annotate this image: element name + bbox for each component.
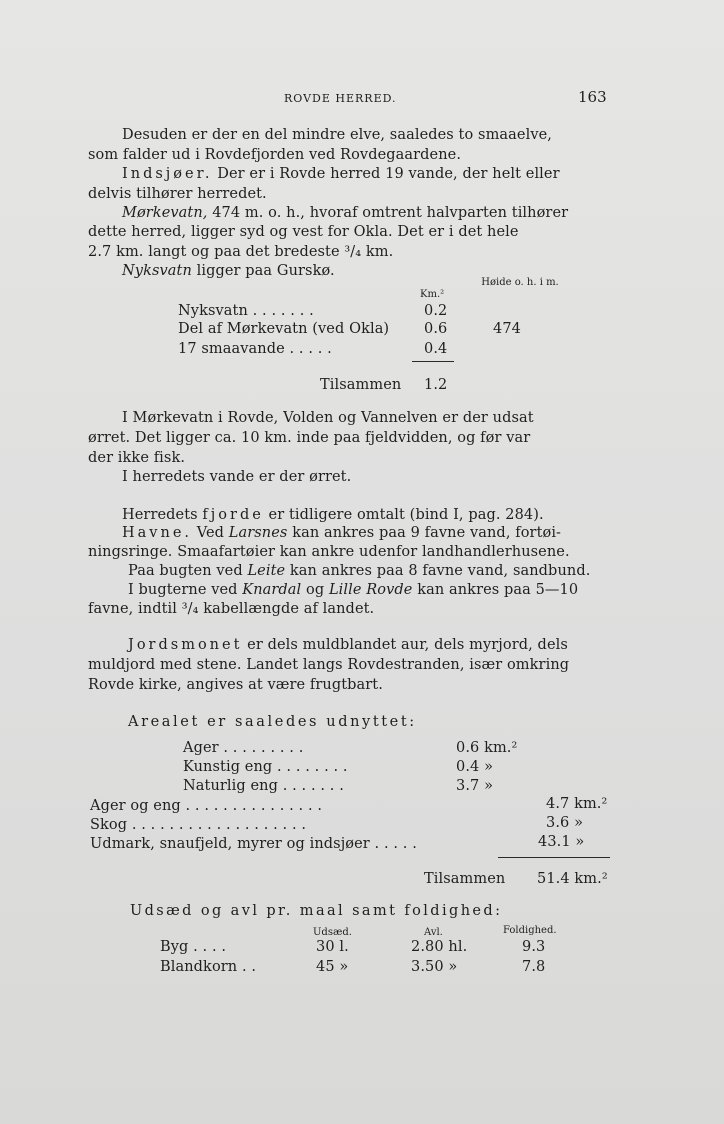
text-line: Herredets fjorde er tidligere omtalt (bind I, pag. 284). (122, 507, 544, 523)
text-line: Paa bugten ved Leite kan ankres paa 8 favne vand, sandbund. (128, 563, 591, 579)
section-label: Indsjøer. (122, 166, 213, 182)
place-name: Larsnes (228, 525, 288, 541)
section-label: fjorde (202, 507, 264, 523)
land-use-name: Skog . . . . . . . . . . . . . . . . . . . (90, 817, 307, 833)
text-line: som falder ud i Rovdefjorden ved Rovdegaardene. (88, 147, 462, 163)
text-line: favne, indtil ³/₄ kabellængde af landet. (88, 601, 375, 617)
lake-row-name: 17 smaavande . . . . . (178, 341, 332, 357)
lake-row-area: 0.4 (424, 341, 448, 357)
text-line: der ikke fisk. (88, 450, 186, 466)
text-line: delvis tilhører herredet. (88, 186, 267, 202)
lake-row-name: Nyksvatn . . . . . . . (178, 303, 314, 319)
text-line: I bugterne ved Knardal og Lille Rovde kan ankres paa 5—10 (128, 582, 579, 598)
lake-row-area: 0.2 (424, 303, 448, 319)
text-line: Jordsmonet er dels muldblandet aur, dels myrjord, dels (128, 637, 568, 653)
crop-name: Blandkorn . . (160, 959, 257, 975)
total-label: Tilsammen (424, 871, 506, 887)
place-name: Knardal (242, 582, 302, 598)
section-label: Havne. (122, 525, 193, 541)
land-use-sub-name: Naturlig eng . . . . . . . (183, 778, 344, 794)
lake-row-height: 474 (493, 321, 521, 337)
lake-row-area: 0.6 (424, 321, 448, 337)
text-line: muldjord med stene. Landet langs Rovdestranden, især omkring (88, 657, 570, 673)
section-heading: Arealet er saaledes udnyttet: (128, 714, 417, 730)
crop-seed: 30 l. (316, 939, 349, 955)
column-header-area: Km.² (420, 289, 445, 300)
land-use-sub-value: 3.7 » (456, 778, 494, 794)
land-use-value: 4.7 km.² (546, 796, 608, 812)
crop-yield: 2.80 hl. (411, 939, 468, 955)
land-use-sub-value: 0.4 » (456, 759, 494, 775)
text-line: dette herred, ligger syd og vest for Okla. Det er i det hele (88, 224, 519, 240)
land-use-sub-name: Ager . . . . . . . . . (183, 740, 304, 756)
text-line: 2.7 km. langt og paa det bredeste ³/₄ km. (88, 244, 394, 260)
section-heading: Udsæd og avl pr. maal samt foldighed: (130, 903, 503, 919)
text-line: Indsjøer. Der er i Rovde herred 19 vande, der helt eller (122, 166, 560, 182)
crop-fold: 7.8 (522, 959, 546, 975)
crop-yield: 3.50 » (411, 959, 458, 975)
land-use-value: 43.1 » (538, 834, 585, 850)
sum-rule (498, 857, 610, 858)
section-label: Jordsmonet (128, 637, 243, 653)
land-use-sub-value: 0.6 km.² (456, 740, 518, 756)
text-line: Nyksvatn ligger paa Gurskø. (122, 263, 335, 279)
text-line: ørret. Det ligger ca. 10 km. inde paa fjeldvidden, og før var (88, 430, 531, 446)
lake-row-name: Del af Mørkevatn (ved Okla) (178, 321, 390, 337)
place-name: Lille Rovde (328, 582, 413, 598)
text-line: I Mørkevatn i Rovde, Volden og Vannelven er der udsat (122, 410, 534, 426)
text-line: I herredets vande er der ørret. (122, 469, 352, 485)
crop-seed: 45 » (316, 959, 349, 975)
lake-name: Mørkevatn, (122, 205, 208, 221)
text-line: Rovde kirke, angives at være frugtbart. (88, 677, 383, 693)
page-number: 163 (578, 88, 607, 106)
land-use-value: 3.6 » (546, 815, 584, 831)
land-use-name: Ager og eng . . . . . . . . . . . . . . . (90, 798, 323, 814)
total-label: Tilsammen (320, 377, 402, 393)
text-line: Havne. Ved Larsnes kan ankres paa 9 favne vand, fortøi- (122, 525, 562, 541)
column-header-height: Høide o. h. i m. (481, 277, 559, 288)
crop-name: Byg . . . . (160, 939, 227, 955)
place-name: Leite (247, 563, 286, 579)
total-value: 1.2 (424, 377, 448, 393)
total-value: 51.4 km.² (537, 871, 608, 887)
column-header: Avl. (424, 927, 443, 938)
sum-rule (412, 361, 454, 362)
column-header: Udsæd. (313, 927, 352, 938)
text-line: ningsringe. Smaafartøier kan ankre udenfor landhandlerhusene. (88, 544, 570, 560)
land-use-name: Udmark, snaufjeld, myrer og indsjøer . . . . . (90, 836, 417, 852)
text-line: Mørkevatn, 474 m. o. h., hvoraf omtrent halvparten tilhører (122, 205, 569, 221)
column-header: Foldighed. (503, 925, 557, 936)
lake-name: Nyksvatn (122, 263, 192, 279)
text-line: Desuden er der en del mindre elve, saaledes to smaaelve, (122, 127, 553, 143)
land-use-sub-name: Kunstig eng . . . . . . . . (183, 759, 348, 775)
running-title: ROVDE HERRED. (284, 92, 397, 105)
crop-fold: 9.3 (522, 939, 546, 955)
